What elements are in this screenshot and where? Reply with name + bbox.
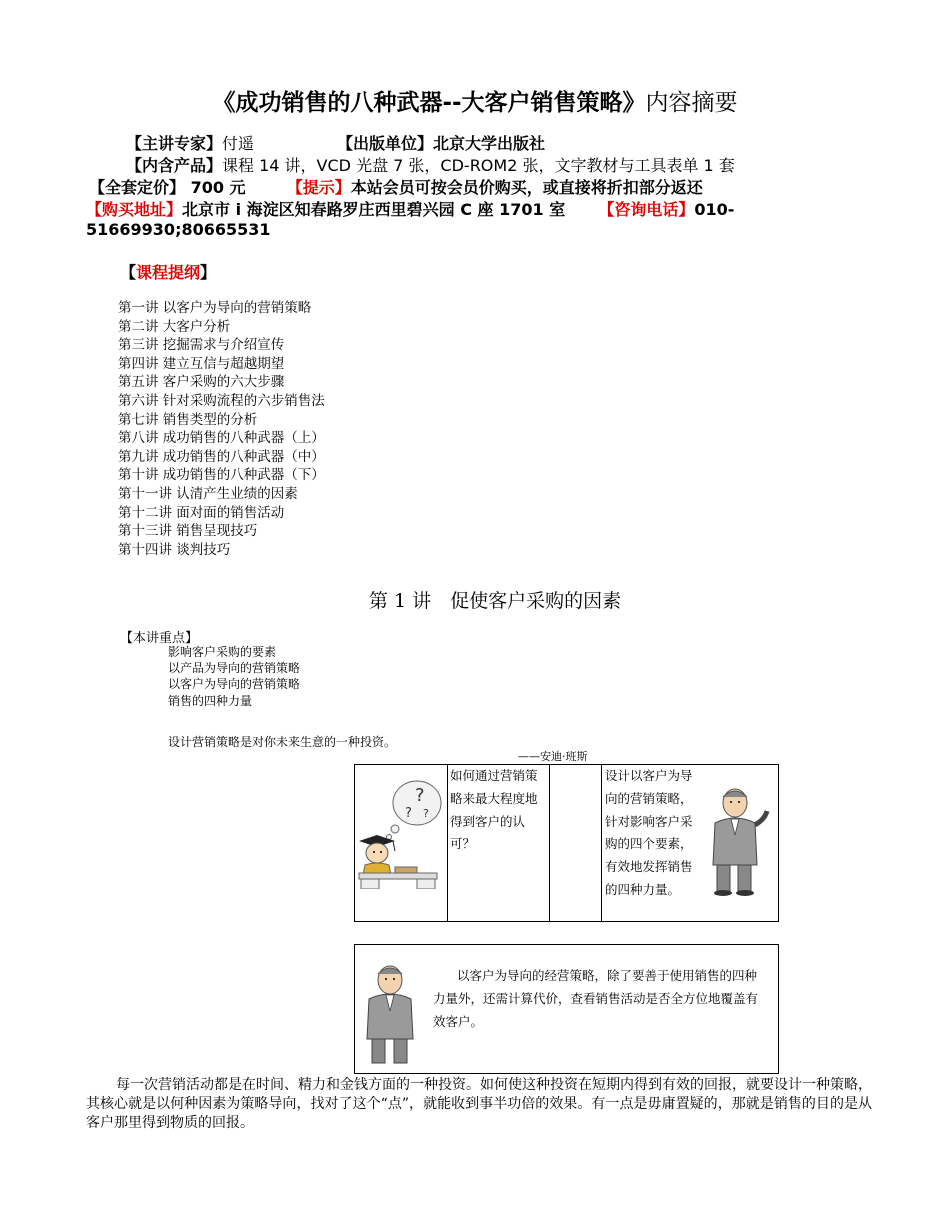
svg-text:?: ? <box>423 807 429 820</box>
panel-strategy-text: 以客户为导向的经营策略，除了要善于使用销售的四种力量外，还需计算代价，查看销售活动是否全方位地覆盖有效客户。 <box>433 968 759 1029</box>
meta-expert: 【主讲专家】付遥 <box>126 134 255 153</box>
list-item: 第十二讲 面对面的销售活动 <box>118 504 285 521</box>
outline-heading: 【课程提纲】 <box>120 263 217 282</box>
list-item: 第十讲 成功销售的八种武器（下） <box>118 467 325 484</box>
list-item: 第二讲 大客户分析 <box>118 318 231 335</box>
list-item: 第五讲 客户采购的六大步骤 <box>118 374 285 391</box>
address-label: 【购买地址】 <box>86 200 183 219</box>
outline-list <box>118 299 325 559</box>
phone-label: 【咨询电话】 <box>598 200 695 219</box>
list-item: 第十一讲 认清产生业绩的因素 <box>118 485 298 502</box>
meta-price-line: 【全套定价】 700 元 【提示】本站会员可按会员价购买，或直接将折扣部分返还 <box>89 178 703 197</box>
document-title: 《成功销售的八种武器--大客户销售策略》内容摘要 <box>212 90 738 116</box>
tip-label: 【提示】 <box>286 178 351 197</box>
strategy-panel <box>354 944 779 1074</box>
list-item: 第四讲 建立互信与超越期望 <box>118 355 285 372</box>
panel-divider <box>549 765 550 921</box>
list-item: 第八讲 成功销售的八种武器（上） <box>118 430 325 447</box>
list-item: 第十三讲 销售呈现技巧 <box>118 523 258 540</box>
list-item: 第九讲 成功销售的八种武器（中） <box>118 448 325 465</box>
panel-divider <box>447 765 448 921</box>
meta-publisher: 【出版单位】北京大学出版社 <box>337 134 546 153</box>
list-item: 第七讲 销售类型的分析 <box>118 411 258 428</box>
list-item: 第一讲 以客户为导向的营销策略 <box>118 300 312 316</box>
svg-text:?: ? <box>405 806 412 821</box>
student-thinking-icon <box>357 777 445 889</box>
businessman-icon <box>359 963 421 1067</box>
focus-heading: 【本讲重点】 <box>120 631 199 646</box>
meta-address-line: 【购买地址】北京市 i 海淀区知春路罗庄西里碧兴园 C 座 1701 室 【咨询电话】010- <box>86 200 735 219</box>
businessman-icon <box>701 785 771 897</box>
meta-products: 【内含产品】课程 14 讲，VCD 光盘 7 张，CD-ROM2 张，文字教材与工具表单 1 套 <box>126 156 735 175</box>
list-item: 影响客户采购的要素 <box>168 645 277 659</box>
quote-text: 设计营销策略是对你未来生意的一种投资。 <box>168 735 397 749</box>
panel-question: 如何通过营销策略来最大程度地得到客户的认可？ <box>450 768 538 852</box>
body-paragraph: 每一次营销活动都是在时间、精力和金钱方面的一种投资。如何使这种投资在短期内得到有效的回报，就要设计一种策略，其核心就是以何种因素为策略导向，找对了这个“点”，就能收到事半功倍的效果。有一点是毋庸置疑的，那就是销售的目的是从客户那里得到物质的回报。 <box>86 1077 872 1131</box>
quote-author: ——安迪·班斯 <box>518 750 588 763</box>
list-item: 以产品为导向的营销策略 <box>168 661 301 676</box>
panel-divider <box>601 765 602 921</box>
panel-answer: 设计以客户为导向的营销策略，针对影响客户采购的四个要素，有效地发挥销售的四种力量。 <box>605 768 693 897</box>
qa-panel <box>354 764 779 922</box>
list-item: 销售的四种力量 <box>168 693 253 708</box>
focus-list <box>168 644 300 709</box>
svg-text:?: ? <box>415 785 425 806</box>
meta-phone-cont: 51669930;80665531 <box>86 220 271 239</box>
list-item: 第六讲 针对采购流程的六步销售法 <box>118 392 325 409</box>
chapter-title: 第 1 讲 促使客户采购的因素 <box>368 590 622 612</box>
list-item: 以客户为导向的营销策略 <box>168 677 301 692</box>
list-item: 第十四讲 谈判技巧 <box>118 541 231 558</box>
list-item: 第三讲 挖掘需求与介绍宣传 <box>118 337 285 354</box>
